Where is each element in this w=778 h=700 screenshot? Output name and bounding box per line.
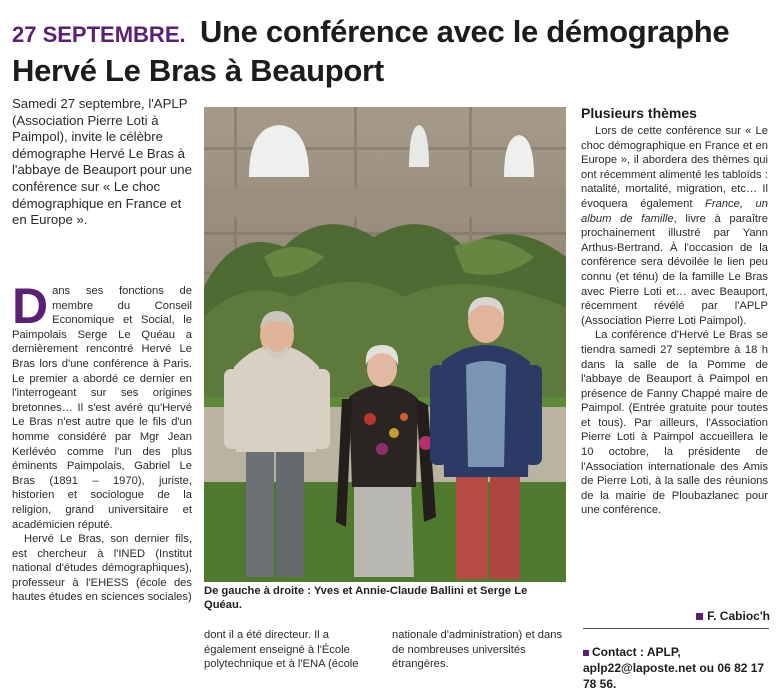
section-heading: Plusieurs thèmes	[581, 105, 697, 121]
body-paragraph-1	[12, 278, 192, 532]
contact-text: APLP, aplp22@laposte.net ou 06 82 17 78 56.	[583, 645, 765, 691]
contact-label: Contact :	[592, 645, 644, 659]
author-name: F. Cabioc'h	[707, 609, 770, 623]
side-paragraph-1b: , livre à paraître prochainement illustré par Yann Arthus-Bertrand. À l'occasion de la conférence sera dévoilée le lien peu connu (et ténu) de la famille Le Bras avec Pierre Loti et… avec Beauport, récemment révélé par l'APLP (Association Pierre Loti Paimpol).	[581, 212, 768, 327]
sidebar-column	[581, 105, 768, 518]
article-photo	[204, 107, 566, 582]
headline-kicker: 27 SEPTEMBRE.	[12, 22, 186, 47]
headline-title: Une conférence avec le démographe Hervé Le Bras à Beauport	[12, 14, 730, 88]
body-paragraph-2: Hervé Le Bras, son dernier fils, est chercheur à l'INED (Institut national d'études démographiques), professeur à l'EHESS (école des hautes études en sciences sociales)	[12, 533, 192, 604]
author-signature	[584, 609, 770, 623]
book-title: France, un album de famille	[581, 197, 768, 225]
side-paragraph-1a: Lors de cette conférence sur « Le choc démographique en France et en Europe », il abordera des thèmes qui ont récemment alimenté les tabloïds : natalité, mortalité, migration, etc… Il évoquera également	[581, 125, 768, 210]
body-paragraph-1-text: ans ses fonctions de membre du Conseil Economique et Social, le Paimpolais Serge Le Quéau a dernièrement rencontré Hervé Le Bras lors d'une conférence à Paris. Le premier a abordé ce dernier en l'interrogeant sur ses origines bretonnes… Il s'est avéré qu'Hervé Le Bras n'est autre que le fils d'un homme considéré par Mgr Jean Kerlévéo comme l'un des plus éminents Paimpolais, Gabriel Le Bras (1891 – 1970), juriste, historien et sociologue de la religion, grand universitaire et académicien réputé.	[12, 285, 192, 531]
side-paragraph-1	[581, 124, 768, 328]
article-intro: Samedi 27 septembre, l'APLP (Association Pierre Loti à Paimpol), invite le célèbre démographe Hervé Le Bras à l'abbaye de Beauport pour une conférence sur « Le choc démographique en France et en Europe ».	[12, 96, 192, 228]
contact-box	[583, 644, 769, 692]
body-column-2: dont il a été directeur. Il a également enseigné à l'École polytechnique et à l'ENA (école	[204, 629, 359, 671]
body-column-3: nationale d'administration) et dans de nombreuses universités étrangères.	[392, 629, 563, 671]
photo-illustration	[204, 107, 566, 582]
drop-cap: D	[12, 278, 49, 334]
photo-caption: De gauche à droite : Yves et Annie-Claude Ballini et Serge Le Quéau.	[204, 585, 528, 611]
signature-square-icon	[696, 613, 703, 620]
divider	[583, 628, 769, 629]
headline	[12, 14, 772, 89]
side-paragraph-2: La conférence d'Hervé Le Bras se tiendra samedi 27 septembre à 18 h dans la salle de la Pomme de l'abbaye de Beauport à Paimpol en présence de Fanny Chappé maire de Paimpol. (Entrée gratuite pour toutes et tous). Par ailleurs, l'Association Pierre Loti à Paimpol accueillera le 10 octobre, la présidente de l'Association internationale des Amis de Pierre Loti, à la salle des réunions de la mairie de Ploubazlanec pour une conférence.	[581, 329, 768, 517]
contact-square-icon	[583, 650, 589, 656]
article-body	[12, 278, 192, 605]
